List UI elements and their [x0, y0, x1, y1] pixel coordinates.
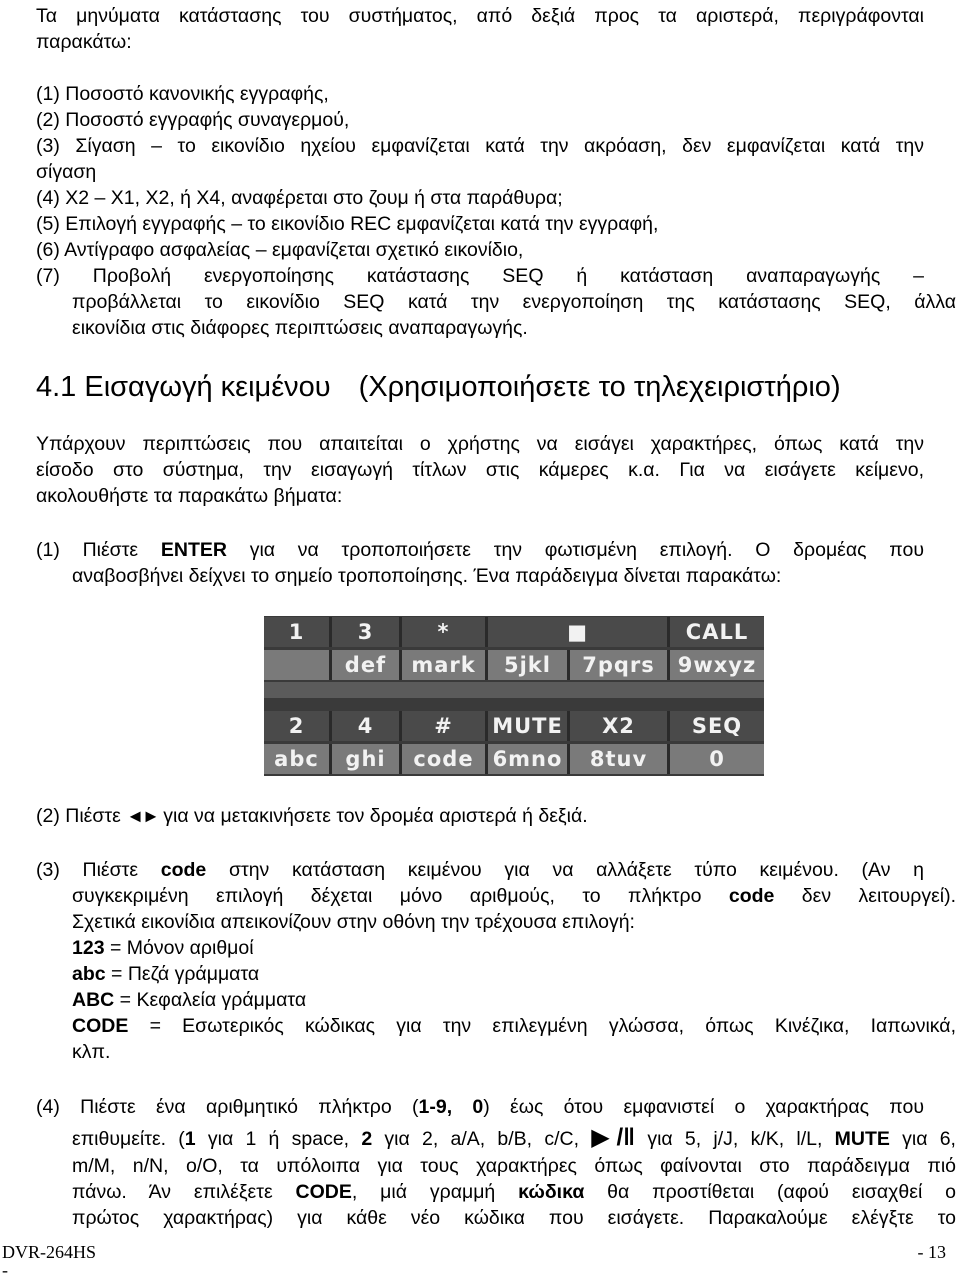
keypad-row: [264, 649, 764, 681]
keypad-key: SEQ: [670, 711, 764, 741]
step-4-line: m/M, n/N, o/O, τα υπόλοιπα για τους χαρακτήρες όπως φαίνονται στο παράδειγμα πιό: [72, 1155, 956, 1177]
keypad-key: MUTE: [488, 711, 570, 741]
status-item: (5) Επιλογή εγγραφής – το εικονίδιο REC εμφανίζεται κατά την εγγραφή,: [36, 213, 659, 235]
step-text: επιθυμείτε. (: [72, 1128, 185, 1150]
keypad-key: #: [402, 711, 488, 741]
keypad-key: ghi: [332, 744, 402, 774]
page-number: - 13: [917, 1242, 946, 1262]
intro-line: Τα μηνύματα κατάστασης του συστήματος, από δεξιά προς τα αριστερά, περιγράφονται: [36, 5, 924, 27]
mode-desc: = Πεζά γράμματα: [105, 963, 260, 985]
mode-key: 123: [72, 937, 105, 959]
keypad-key: 4: [332, 711, 402, 741]
status-item: (1) Ποσοστό κανονικής εγγραφής,: [36, 83, 329, 105]
step-1-line: [36, 537, 924, 563]
code-key-label: code: [160, 859, 207, 881]
code-key-label: code: [728, 885, 775, 907]
mode-key: CODE: [72, 1015, 129, 1037]
section-heading: [36, 367, 841, 407]
step-text: , μιά γραμμή: [351, 1181, 519, 1203]
number-keys-label: 1-9, 0: [418, 1096, 484, 1118]
status-item: προβάλλεται το εικονίδιο SEQ κατά την ενεργοποίηση της κατάστασης SEQ, άλλα: [72, 291, 956, 313]
enter-key-label: ENTER: [160, 539, 227, 561]
step-4-line: [36, 1094, 924, 1120]
step-text: (1) Πιέστε: [36, 539, 161, 561]
keypad-key: 5jkl: [488, 650, 570, 680]
mode-line: [72, 935, 254, 961]
keypad-key: 8tuv: [570, 744, 670, 774]
mute-key-label: MUTE: [834, 1128, 890, 1150]
mode-desc: = Εσωτερικός κώδικας για την επιλεγμένη γλώσσα, όπως Κινέζικα, Ιαπωνικά,: [128, 1015, 956, 1037]
section-subtitle: (Χρησιμοποιήσετε το τηλεχειριστήριο): [358, 371, 841, 403]
keypad-key: [264, 650, 332, 680]
keypad-key: 9wxyz: [670, 650, 764, 680]
step-text: ) έως ότου εμφανιστεί ο χαρακτήρας που: [483, 1096, 924, 1118]
keypad-key: mark: [402, 650, 488, 680]
footer-dash: -: [2, 1260, 8, 1280]
keypad-separator: [264, 682, 764, 698]
step-2-line: [36, 803, 588, 829]
keypad-row: [264, 710, 764, 742]
step-3-line: [36, 857, 924, 883]
keypad-key: *: [402, 617, 488, 647]
step-text: για 2, a/A, b/B, c/C,: [372, 1128, 592, 1150]
keypad-key: 1: [264, 617, 332, 647]
step-3-line: [72, 883, 956, 909]
key-label: 2: [361, 1128, 373, 1150]
keypad-row: [264, 616, 764, 648]
stop-key: ■: [488, 617, 670, 647]
mode-line: [72, 1013, 956, 1039]
step-4-line: [72, 1125, 956, 1152]
keypad-key: 0: [670, 744, 764, 774]
step-4-line: [72, 1179, 956, 1205]
paragraph-line: είσοδο στο σύστημα, την εισαγωγή τίτλων στις κάμερες κ.α. Για να εισάγετε κείμενο,: [36, 459, 924, 481]
step-text: (4) Πιέστε ένα αριθμητικό πλήκτρο (: [36, 1096, 419, 1118]
mode-desc: = Μόνον αριθμοί: [104, 937, 254, 959]
step-text: θα προστίθεται (αφού εισαχθεί ο: [584, 1181, 956, 1203]
mode-desc: = Κεφαλεία γράμματα: [114, 989, 307, 1011]
left-right-arrows-icon: ◄►: [126, 806, 158, 826]
keypad-key: 7pqrs: [570, 650, 670, 680]
intro-line: παρακάτω:: [36, 31, 132, 53]
key-label: 1: [184, 1128, 196, 1150]
keypad-key: 6mno: [488, 744, 570, 774]
keypad-key: def: [332, 650, 402, 680]
footer-model: DVR-264HS: [2, 1242, 97, 1262]
step-text: πάνω. Άν επιλέξετε: [72, 1181, 296, 1203]
step-text: για να μετακινήσετε τον δρομέα αριστερά ή δεξιά.: [157, 805, 588, 827]
step-text: στην κατάσταση κειμένου για να αλλάξετε τύπο κειμένου. (Αν η: [206, 859, 924, 881]
keypad-image: [264, 616, 764, 776]
keypad-key: 3: [332, 617, 402, 647]
step-text: (3) Πιέστε: [36, 859, 161, 881]
paragraph-line: Υπάρχουν περιπτώσεις που απαιτείται ο χρήστης να εισάγει χαρακτήρες, όπως κατά την: [36, 433, 924, 455]
step-text: για να τροποποιήσετε την φωτισμένη επιλογή. Ο δρομέας που: [226, 539, 924, 561]
keypad-key: X2: [570, 711, 670, 741]
status-item: σίγαση: [36, 161, 97, 183]
paragraph-line: ακολουθήστε τα παρακάτω βήματα:: [36, 485, 343, 507]
step-4-line: πρώτος χαρακτήρας) για κάθε νέο κώδικα που εισάγετε. Παρακαλούμε ελέγξτε το: [72, 1207, 956, 1229]
step-3-line: κλπ.: [72, 1041, 111, 1063]
step-1-line: αναβοσβήνει δείχνει το σημείο τροποποίησης. Ένα παράδειγμα δίνεται παρακάτω:: [72, 565, 782, 587]
keypad-key: abc: [264, 744, 332, 774]
step-text: για 1 ή space,: [195, 1128, 362, 1150]
keypad-key: 2: [264, 711, 332, 741]
mode-key: ABC: [72, 989, 115, 1011]
step-text-bold: κώδικα: [518, 1181, 585, 1203]
mode-line: [72, 987, 306, 1013]
step-text: για 6,: [889, 1128, 956, 1150]
keypad-key: code: [402, 744, 488, 774]
step-text: συγκεκριμένη επιλογή δέχεται μόνο αριθμούς, το πλήκτρο: [72, 885, 729, 907]
step-text: για 5, j/J, k/K, l/L,: [635, 1128, 835, 1150]
step-text: (2) Πιέστε: [36, 805, 127, 827]
keypad-key: CALL: [670, 617, 764, 647]
code-key-label: CODE: [295, 1181, 352, 1203]
mode-line: [72, 961, 259, 987]
step-text: δεν λειτουργεί).: [774, 885, 957, 907]
status-item: εικονίδια στις διάφορες περιπτώσεις αναπαραγωγής.: [72, 317, 528, 339]
status-item: (4) X2 – X1, X2, ή X4, αναφέρεται στο ζουμ ή στα παράθυρα;: [36, 187, 563, 209]
status-item: (6) Αντίγραφο ασφαλείας – εμφανίζεται σχετικό εικονίδιο,: [36, 239, 524, 261]
section-title: 4.1 Εισαγωγή κειμένου: [36, 371, 331, 403]
step-3-line: Σχετικά εικονίδια απεικονίζουν στην οθόνη την τρέχουσα επιλογή:: [72, 911, 635, 933]
status-item: (3) Σίγαση – το εικονίδιο ηχείου εμφανίζεται κατά την ακρόαση, δεν εμφανίζεται κατά την: [36, 135, 924, 157]
play-pause-icon: ▶/‖: [591, 1124, 636, 1151]
keypad-row: [264, 743, 764, 775]
status-item: (7) Προβολή ενεργοποίησης κατάστασης SEQ ή κατάσταση αναπαραγωγής –: [36, 265, 924, 287]
status-item: (2) Ποσοστό εγγραφής συναγερμού,: [36, 109, 350, 131]
mode-key: abc: [72, 963, 106, 985]
